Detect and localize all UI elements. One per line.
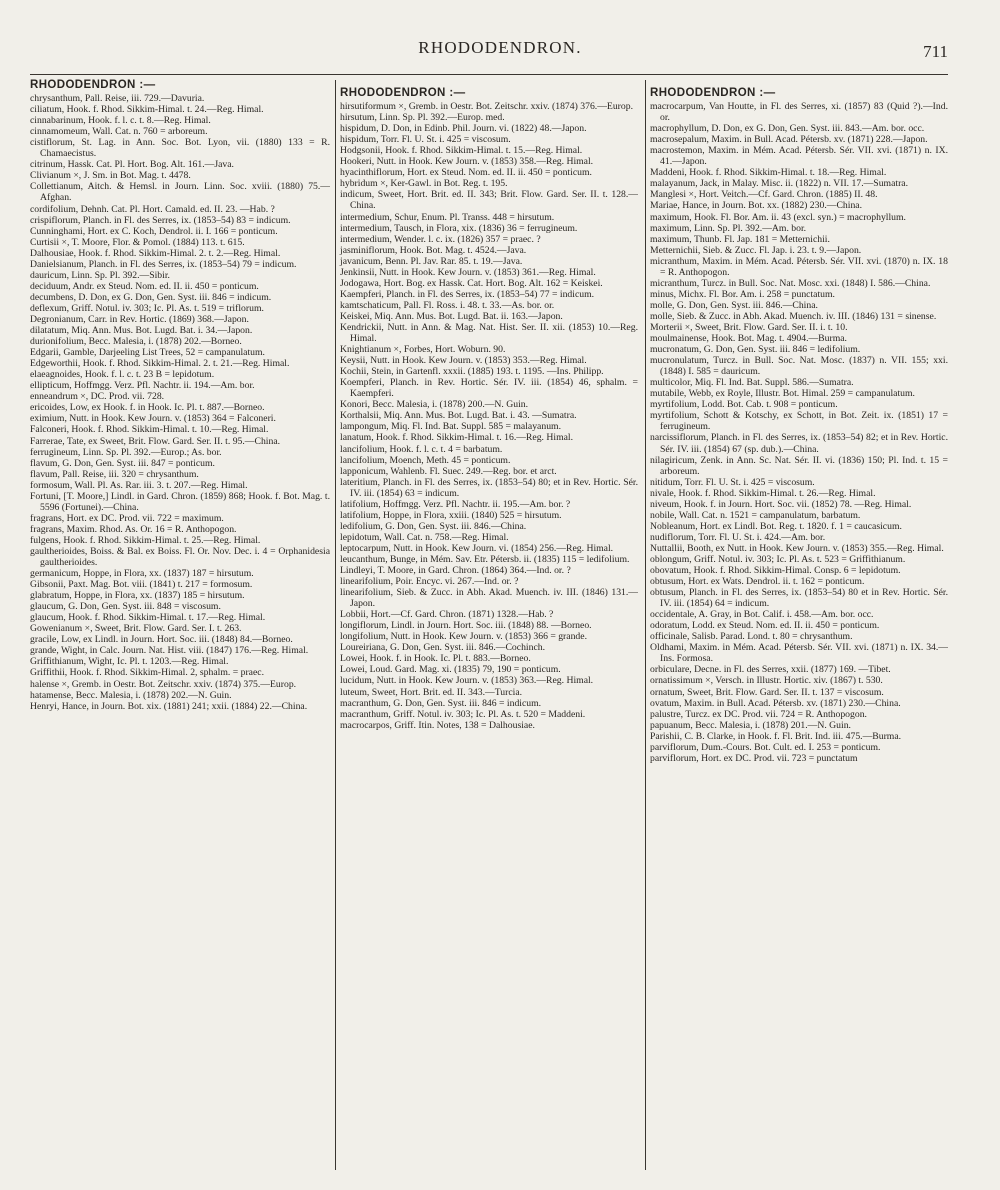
index-entry: Dalhousiae, Hook. f. Rhod. Sikkim-Himal. 2. t. 2.—Reg. Himal. xyxy=(30,247,281,259)
index-entry: nilagiricum, Zenk. in Ann. Sc. Nat. Sér. II. vi. (1836) 150; Pl. Ind. t. 15 = arboreum. xyxy=(650,454,948,477)
index-entry: micranthum, Maxim. in Mém. Acad. Pétersb. Sér. VII. xvi. (1870) n. IX. 18 = R. Anthopogon. xyxy=(650,255,948,278)
index-entry: flavum, G. Don, Gen. Syst. iii. 847 = ponticum. xyxy=(30,457,215,469)
index-entry: intermedium, Tausch, in Flora, xix. (1836) 36 = ferrugineum. xyxy=(340,222,578,234)
index-entry: Metternichii, Sieb. & Zucc. Fl. Jap. i. 23. t. 9.—Japon. xyxy=(650,244,862,256)
index-entry: mucronatum, G. Don, Gen. Syst. iii. 846 = ledifolium. xyxy=(650,344,861,356)
index-entry: hirsutiformum ×, Gremb. in Oestr. Bot. Zeitschr. xxiv. (1874) 376.—Europ. xyxy=(340,101,634,113)
index-entry: Gibsonii, Paxt. Mag. Bot. viii. (1841) t. 217 = formosum. xyxy=(30,579,253,591)
index-entry: malayanum, Jack, in Malay. Misc. ii. (1822) n. VII. 17.—Sumatra. xyxy=(650,178,909,190)
index-entry: Fortuni, [T. Moore,] Lindl. in Gard. Chron. (1859) 868; Hook. f. Bot. Mag. t. 5596 (Fortunei).—China. xyxy=(30,490,330,513)
column-heading: RHODODENDRON :— xyxy=(340,87,466,99)
index-entry: latifolium, Hoppe, in Flora, xxiii. (1840) 525 = hirsutum. xyxy=(340,509,562,521)
index-entry: Keysii, Nutt. in Hook. Kew Journ. v. (1853) 353.—Reg. Himal. xyxy=(340,355,587,367)
index-entry: micranthum, Turcz. in Bull. Soc. Nat. Mosc. xxi. (1848) I. 586.—China. xyxy=(650,277,931,289)
index-entry: ornatissimum ×, Versch. in Illustr. Hortic. xiv. (1867) t. 530. xyxy=(650,675,883,687)
index-entry: fulgens, Hook. f. Rhod. Sikkim-Himal. t. 25.—Reg. Himal. xyxy=(30,534,261,546)
index-entry: fragrans, Hort. ex DC. Prod. vii. 722 = maximum. xyxy=(30,512,224,524)
index-entry: cinnabarinum, Hook. f. l. c. t. 8.—Reg. Himal. xyxy=(30,115,211,127)
index-entry: Lowei, Loud. Gard. Mag. xi. (1835) 79, 190 = ponticum. xyxy=(340,664,561,676)
index-entry: mucronulatum, Turcz. in Bull. Soc. Nat. Mosc. (1837) n. VII. 155; xxi. (1848) I. 585 = dauricum. xyxy=(650,355,948,378)
header-rule xyxy=(30,74,948,75)
index-entry: dauricum, Linn. Sp. Pl. 392.—Sibir. xyxy=(30,269,170,281)
index-entry: Edgeworthii, Hook. f. Rhod. Sikkim-Himal. 2. t. 21.—Reg. Himal. xyxy=(30,358,290,370)
index-entry: maximum, Thunb. Fl. Jap. 181 = Metternichii. xyxy=(650,233,830,245)
index-entry: nobile, Wall. Cat. n. 1521 = campanulatum, barbatum. xyxy=(650,509,861,521)
index-entry: cinnamomeum, Wall. Cat. n. 760 = arboreum. xyxy=(30,126,208,138)
index-entry: cordifolium, Dehnh. Cat. Pl. Hort. Camald. ed. II. 23. —Hab. ? xyxy=(30,203,275,215)
index-entry: Danielsianum, Planch. in Fl. des Serres, ix. (1853–54) 79 = indicum. xyxy=(30,258,297,270)
index-entry: orbiculare, Decne. in Fl. des Serres, xxii. (1877) 169. —Tibet. xyxy=(650,664,891,676)
index-entry: formosum, Wall. Pl. As. Rar. iii. 3. t. 207.—Reg. Himal. xyxy=(30,479,248,491)
index-entry: parviflorum, Hort. ex DC. Prod. vii. 723 = punctatum xyxy=(650,752,858,764)
index-entry: lanatum, Hook. f. Rhod. Sikkim-Himal. t. 16.—Reg. Himal. xyxy=(340,432,574,444)
index-entry: ledifolium, G. Don, Gen. Syst. iii. 846.—China. xyxy=(340,520,527,532)
index-entry: enneandrum ×, DC. Prod. vii. 728. xyxy=(30,391,165,403)
index-entry: Oldhami, Maxim. in Mém. Acad. Pétersb. Sér. VII. xvi. (1871) n. IX. 34.—Ins. Formosa. xyxy=(650,642,948,665)
index-entry: Koempferi, Planch. in Rev. Hortic. Sér. IV. iii. (1854) 46, sphalm. = Kaempferi. xyxy=(340,377,638,400)
index-entry: leptocarpum, Nutt. in Hook. Kew Journ. vi. (1854) 256.—Reg. Himal. xyxy=(340,542,614,554)
index-entry: Konori, Becc. Malesia, i. (1878) 200.—N. Guin. xyxy=(340,399,529,411)
index-entry: Mariae, Hance, in Journ. Bot. xx. (1882) 230.—China. xyxy=(650,200,863,212)
index-entry: ericoides, Low, ex Hook. f. in Hook. Ic. Pl. t. 887.—Borneo. xyxy=(30,402,265,414)
index-entry: gracile, Low, ex Lindl. in Journ. Hort. Soc. iii. (1848) 84.—Borneo. xyxy=(30,634,293,646)
index-entry: Hodgsonii, Hook. f. Rhod. Sikkim-Himal. t. 15.—Reg. Himal. xyxy=(340,145,583,157)
index-entry: moulmainense, Hook. Bot. Mag. t. 4904.—Burma. xyxy=(650,333,847,345)
index-entry: Lobbii, Hort.—Cf. Gard. Chron. (1871) 1328.—Hab. ? xyxy=(340,609,554,621)
index-entry: deflexum, Griff. Notul. iv. 303; Ic. Pl. As. t. 519 = triflorum. xyxy=(30,302,264,314)
index-entry: officinale, Salisb. Parad. Lond. t. 80 = chrysanthum. xyxy=(650,631,853,643)
index-entry: linearifolium, Sieb. & Zucc. in Abh. Akad. Muench. iv. III. (1846) 131.—Japon. xyxy=(340,587,638,610)
index-entry: Maddeni, Hook. f. Rhod. Sikkim-Himal. t. 18.—Reg. Himal. xyxy=(650,167,887,179)
index-entry: Farrerae, Tate, ex Sweet, Brit. Flow. Gard. Ser. II. t. 95.—China. xyxy=(30,435,281,447)
index-entry: flavum, Pall. Reise, iii. 320 = chrysanthum. xyxy=(30,468,199,480)
index-entry: Keiskei, Miq. Ann. Mus. Bot. Lugd. Bat. ii. 163.—Japon. xyxy=(340,310,563,322)
index-entry: Lowei, Hook. f. in Hook. Ic. Pl. t. 883.—Borneo. xyxy=(340,653,531,665)
index-entry: Jenkinsii, Nutt. in Hook. Kew Journ. v. (1853) 361.—Reg. Himal. xyxy=(340,266,596,278)
index-entry: parviflorum, Dum.-Cours. Bot. Cult. ed. I. 253 = ponticum. xyxy=(650,741,881,753)
index-entry: crispiflorum, Planch. in Fl. des Serres, ix. (1853–54) 83 = indicum. xyxy=(30,214,291,226)
index-entry: molle, Sieb. & Zucc. in Abh. Akad. Muench. iv. III. (1846) 131 = sinense. xyxy=(650,310,937,322)
index-entry: lateritium, Planch. in Fl. des Serres, ix. (1853–54) 80; et in Rev. Hortic. Sér. IV. iii. (1854) 63 = indicum. xyxy=(340,476,638,499)
index-entry: Henryi, Hance, in Journ. Bot. xix. (1881) 241; xxii. (1884) 22.—China. xyxy=(30,700,308,712)
index-entry: longiflorum, Lindl. in Journ. Hort. Soc. iii. (1848) 88. —Borneo. xyxy=(340,620,592,632)
index-entry: lampongum, Miq. Fl. Ind. Bat. Suppl. 585 = malayanum. xyxy=(340,421,562,433)
index-entry: hatamense, Becc. Malesia, i. (1878) 202.—N. Guin. xyxy=(30,689,232,701)
index-entry: Kendrickii, Nutt. in Ann. & Mag. Nat. Hist. Ser. II. xii. (1853) 10.—Reg. Himal. xyxy=(340,321,638,345)
index-entry: hyacinthiflorum, Hort. ex Steud. Nom. ed. II. ii. 450 = ponticum. xyxy=(340,167,592,179)
column-3 xyxy=(650,80,948,764)
index-entry: longifolium, Nutt. in Hook. Kew Journ. v. (1853) 366 = grande. xyxy=(340,631,587,643)
index-entry: glaucum, G. Don, Gen. Syst. iii. 848 = viscosum. xyxy=(30,601,221,613)
index-entry: occidentale, A. Gray, in Bot. Calif. i. 458.—Am. bor. occ. xyxy=(650,609,874,621)
index-entry: kamtschaticum, Pall. Fl. Ross. i. 48. t. 33.—As. bor. or. xyxy=(340,299,555,311)
index-entry: ferrugineum, Linn. Sp. Pl. 392.—Europ.; As. bor. xyxy=(30,446,222,458)
index-entry: Collettianum, Aitch. & Hemsl. in Journ. Linn. Soc. xviii. (1880) 75.—Afghan. xyxy=(30,181,330,204)
index-entry: Hookeri, Nutt. in Hook. Kew Journ. v. (1853) 358.—Reg. Himal. xyxy=(340,156,594,168)
index-entry: durionifolium, Becc. Malesia, i. (1878) 202.—Borneo. xyxy=(30,336,242,348)
index-entry: intermedium, Wender. l. c. ix. (1826) 357 = praec. ? xyxy=(340,233,541,245)
index-entry: myrtifolium, Lodd. Bot. Cab. t. 908 = ponticum. xyxy=(650,399,838,411)
index-entry: odoratum, Lodd. ex Steud. Nom. ed. II. ii. 450 = ponticum. xyxy=(650,620,880,632)
column-divider xyxy=(645,80,646,1170)
index-entry: Clivianum ×, J. Sm. in Bot. Mag. t. 4478. xyxy=(30,170,191,182)
index-entry: deciduum, Andr. ex Steud. Nom. ed. II. ii. 450 = ponticum. xyxy=(30,280,259,292)
index-entry: ornatum, Sweet, Brit. Flow. Gard. Ser. II. t. 137 = viscosum. xyxy=(650,686,884,698)
index-entry: Curtisii ×, T. Moore, Flor. & Pomol. (1884) 113. t. 615. xyxy=(30,236,245,248)
index-entry: chrysanthum, Pall. Reise, iii. 729.—Davuria. xyxy=(30,93,205,105)
index-entry: hispidum, D. Don, in Edinb. Phil. Journ. vi. (1822) 48.—Japon. xyxy=(340,123,587,135)
column-divider xyxy=(335,80,336,1170)
index-entry: dilatatum, Miq. Ann. Mus. Bot. Lugd. Bat. i. 34.—Japon. xyxy=(30,325,253,337)
index-entry: narcissiflorum, Planch. in Fl. des Serres, ix. (1853–54) 82; et in Rev. Hortic. Sér. IV. iii. (1854) 67 (sp. dub.).—China. xyxy=(650,432,948,455)
column-1 xyxy=(30,80,330,712)
index-entry: Nobleanum, Hort. ex Lindl. Bot. Reg. t. 1820. f. 1 = caucasicum. xyxy=(650,520,902,532)
index-entry: Griffithianum, Wight, Ic. Pl. t. 1203.—Reg. Himal. xyxy=(30,656,229,668)
index-entry: hybridum ×, Ker-Gawl. in Bot. Reg. t. 195. xyxy=(340,178,508,190)
index-entry: macrocarpos, Griff. Itin. Notes, 138 = Dalhousiae. xyxy=(340,719,535,731)
index-entry: macrocarpum, Van Houtte, in Fl. des Serres, xi. (1857) 83 (Quid ?).—Ind. or. xyxy=(650,101,948,124)
index-entry: macrophyllum, D. Don, ex G. Don, Gen. Syst. iii. 843.—Am. bor. occ. xyxy=(650,123,925,135)
index-entry: macranthum, Griff. Notul. iv. 303; Ic. Pl. As. t. 520 = Maddeni. xyxy=(340,708,586,720)
index-entry: Lindleyi, T. Moore, in Gard. Chron. (1864) 364.—Ind. or. ? xyxy=(340,565,571,577)
index-entry: nivale, Hook. f. Rhod. Sikkim-Himal. t. 26.—Reg. Himal. xyxy=(650,487,876,499)
index-entry: Kochii, Stein, in Gartenfl. xxxii. (1885) 193. t. 1195. —Ins. Philipp. xyxy=(340,366,604,378)
index-entry: hispidum, Torr. Fl. U. St. i. 425 = viscosum. xyxy=(340,134,511,146)
page-number: 711 xyxy=(923,42,948,61)
column-heading: RHODODENDRON :— xyxy=(30,79,156,91)
index-entry: minus, Michx. Fl. Bor. Am. i. 258 = punctatum. xyxy=(650,288,835,300)
index-entry: leucanthum, Bunge, in Mém. Sav. Etr. Pétersb. ii. (1835) 115 = ledifolium. xyxy=(340,553,630,565)
index-entry: mutabile, Webb, ex Royle, Illustr. Bot. Himal. 259 = campanulatum. xyxy=(650,388,915,400)
index-entry: nudiflorum, Torr. Fl. U. St. i. 424.—Am. bor. xyxy=(650,531,826,543)
index-entry: myrtifolium, Schott & Kotschy, ex Schott, in Bot. Zeit. ix. (1851) 17 = ferrugineum. xyxy=(650,410,948,433)
index-entry: fragrans, Maxim. Rhod. As. Or. 16 = R. Anthopogon. xyxy=(30,523,237,535)
index-entry: palustre, Turcz. ex DC. Prod. vii. 724 = R. Anthopogon. xyxy=(650,708,867,720)
index-entry: Degronianum, Carr. in Rev. Hortic. (1869) 368.—Japon. xyxy=(30,313,249,325)
index-entry: lepidotum, Wall. Cat. n. 758.—Reg. Himal. xyxy=(340,531,509,543)
index-entry: ovatum, Maxim. in Bull. Acad. Pétersb. xv. (1871) 230.—China. xyxy=(650,697,901,709)
index-entry: Nuttallii, Booth, ex Nutt. in Hook. Kew Journ. v. (1853) 355.—Reg. Himal. xyxy=(650,542,944,554)
column-2 xyxy=(340,80,638,731)
index-entry: multicolor, Miq. Fl. Ind. Bat. Suppl. 586.—Sumatra. xyxy=(650,377,854,389)
index-entry: elaeagnoides, Hook. f. l. c. t. 23 B = lepidotum. xyxy=(30,369,215,381)
index-entry: Edgarii, Gamble, Darjeeling List Trees, 52 = campanulatum. xyxy=(30,347,265,359)
index-entry: obtusum, Hort. ex Wats. Dendrol. ii. t. 162 = ponticum. xyxy=(650,576,865,588)
index-entry: hirsutum, Linn. Sp. Pl. 392.—Europ. med. xyxy=(340,112,505,124)
index-entry: Griffithii, Hook. f. Rhod. Sikkim-Himal. 2, sphalm. = praec. xyxy=(30,667,264,679)
index-entry: lancifolium, Hook. f. l. c. t. 4 = barbatum. xyxy=(340,443,503,455)
index-entry: latifolium, Hoffmgg. Verz. Pfl. Nachtr. ii. 195.—Am. bor. ? xyxy=(340,498,571,510)
index-entry: grande, Wight, in Calc. Journ. Nat. Hist. viii. (1847) 176.—Reg. Himal. xyxy=(30,645,309,657)
index-entry: Falconeri, Hook. f. Rhod. Sikkim-Himal. t. 10.—Reg. Himal. xyxy=(30,424,269,436)
index-entry: molle, G. Don, Gen. Syst. iii. 846.—China. xyxy=(650,299,818,311)
index-entry: Knightianum ×, Forbes, Hort. Woburn. 90. xyxy=(340,344,506,356)
index-entry: indicum, Sweet, Hort. Brit. ed. II. 343; Brit. Flow. Gard. Ser. II. t. 128.—China. xyxy=(340,189,638,212)
index-entry: decumbens, D. Don, ex G. Don, Gen. Syst. iii. 846 = indicum. xyxy=(30,291,272,303)
index-entry: glabratum, Hoppe, in Flora, xx. (1837) 185 = hirsutum. xyxy=(30,590,245,602)
index-entry: lapponicum, Wahlenb. Fl. Suec. 249.—Reg. bor. et arct. xyxy=(340,465,557,477)
index-entry: intermedium, Schur, Enum. Pl. Transs. 448 = hirsutum. xyxy=(340,211,555,223)
index-entry: linearifolium, Poir. Encyc. vi. 267.—Ind. or. ? xyxy=(340,576,519,588)
index-entry: macranthum, G. Don, Gen. Syst. iii. 846 = indicum. xyxy=(340,697,542,709)
index-entry: cistiflorum, St. Lag. in Ann. Soc. Bot. Lyon, vii. (1880) 133 = R. Chamaecistus. xyxy=(30,137,330,160)
index-entry: citrinum, Hassk. Cat. Pl. Hort. Bog. Alt. 161.—Java. xyxy=(30,159,234,171)
index-entry: obtusum, Planch. in Fl. des Serres, ix. (1853–54) 80 et in Rev. Hortic. Sér. IV. iii. (1854) 64 = indicum. xyxy=(650,587,948,610)
index-entry: Morterii ×, Sweet, Brit. Flow. Gard. Ser. II. i. t. 10. xyxy=(650,321,848,333)
index-entry: macrosepalum, Maxim. in Bull. Acad. Pétersb. xv. (1871) 228.—Japon. xyxy=(650,134,928,146)
index-entry: Parishii, C. B. Clarke, in Hook. f. Fl. Brit. Ind. iii. 475.—Burma. xyxy=(650,730,902,742)
index-entry: gaultherioides, Boiss. & Bal. ex Boiss. Fl. Or. Nov. Dec. i. 4 = Orphanidesia gaultherioides. xyxy=(30,545,330,569)
index-entry: glaucum, Hook. f. Rhod. Sikkim-Himal. t. 17.—Reg. Himal. xyxy=(30,612,266,624)
index-entry: lucidum, Nutt. in Hook. Kew Journ. v. (1853) 363.—Reg. Himal. xyxy=(340,675,594,687)
running-title: RHODODENDRON. xyxy=(418,38,582,57)
page-header xyxy=(0,38,1000,68)
index-entry: papuanum, Becc. Malesia, i. (1878) 201.—N. Guin. xyxy=(650,719,851,731)
column-heading: RHODODENDRON :— xyxy=(650,87,776,99)
index-entry: ellipticum, Hoffmgg. Verz. Pfl. Nachtr. ii. 194.—Am. bor. xyxy=(30,380,255,392)
index-entry: halense ×, Gremb. in Oestr. Bot. Zeitschr. xxiv. (1874) 375.—Europ. xyxy=(30,678,297,690)
index-entry: eximium, Nutt. in Hook. Kew Journ. v. (1853) 364 = Falconeri. xyxy=(30,413,276,425)
index-entry: Cunninghami, Hort. ex C. Koch, Dendrol. ii. I. 166 = ponticum. xyxy=(30,225,278,237)
index-entry: Manglesi ×, Hort. Veitch.—Cf. Gard. Chron. (1885) II. 48. xyxy=(650,189,878,201)
index-entry: obovatum, Hook. f. Rhod. Sikkim-Himal. Consp. 6 = lepidotum. xyxy=(650,565,901,577)
index-entry: maximum, Hook. Fl. Bor. Am. ii. 43 (excl. syn.) = macrophyllum. xyxy=(650,211,906,223)
index-entry: oblongum, Griff. Notul. iv. 303; Ic. Pl. As. t. 523 = Griffithianum. xyxy=(650,553,906,565)
index-entry: luteum, Sweet, Hort. Brit. ed. II. 343.—Turcia. xyxy=(340,686,523,698)
index-entry: Loureiriana, G. Don, Gen. Syst. iii. 846.—Cochinch. xyxy=(340,642,546,654)
index-entry: germanicum, Hoppe, in Flora, xx. (1837) 187 = hirsutum. xyxy=(30,568,254,580)
index-entry: Jodogawa, Hort. Bog. ex Hassk. Cat. Hort. Bog. Alt. 162 = Keiskei. xyxy=(340,277,603,289)
index-entry: javanicum, Benn. Pl. Jav. Rar. 85. t. 19.—Java. xyxy=(340,255,523,267)
index-entry: Gowenianum ×, Sweet, Brit. Flow. Gard. Ser. I. t. 263. xyxy=(30,623,242,635)
index-entry: nitidum, Torr. Fl. U. St. i. 425 = viscosum. xyxy=(650,476,815,488)
index-entry: niveum, Hook. f. in Journ. Hort. Soc. vii. (1852) 78. —Reg. Himal. xyxy=(650,498,912,510)
index-entry: maximum, Linn. Sp. Pl. 392.—Am. bor. xyxy=(650,222,807,234)
index-entry: macrostemon, Maxim. in Mém. Acad. Pétersb. Sér. VII. xvi. (1871) n. IX. 41.—Japon. xyxy=(650,145,948,168)
index-entry: ciliatum, Hook. f. Rhod. Sikkim-Himal. t. 24.—Reg. Himal. xyxy=(30,104,264,116)
index-entry: lancifolium, Moench, Meth. 45 = ponticum. xyxy=(340,454,511,466)
index-entry: jasminiflorum, Hook. Bot. Mag. t. 4524.—Java. xyxy=(340,244,527,256)
index-entry: Kaempferi, Planch. in Fl. des Serres, ix. (1853–54) 77 = indicum. xyxy=(340,288,595,300)
index-entry: Korthalsii, Miq. Ann. Mus. Bot. Lugd. Bat. i. 43. —Sumatra. xyxy=(340,410,577,422)
